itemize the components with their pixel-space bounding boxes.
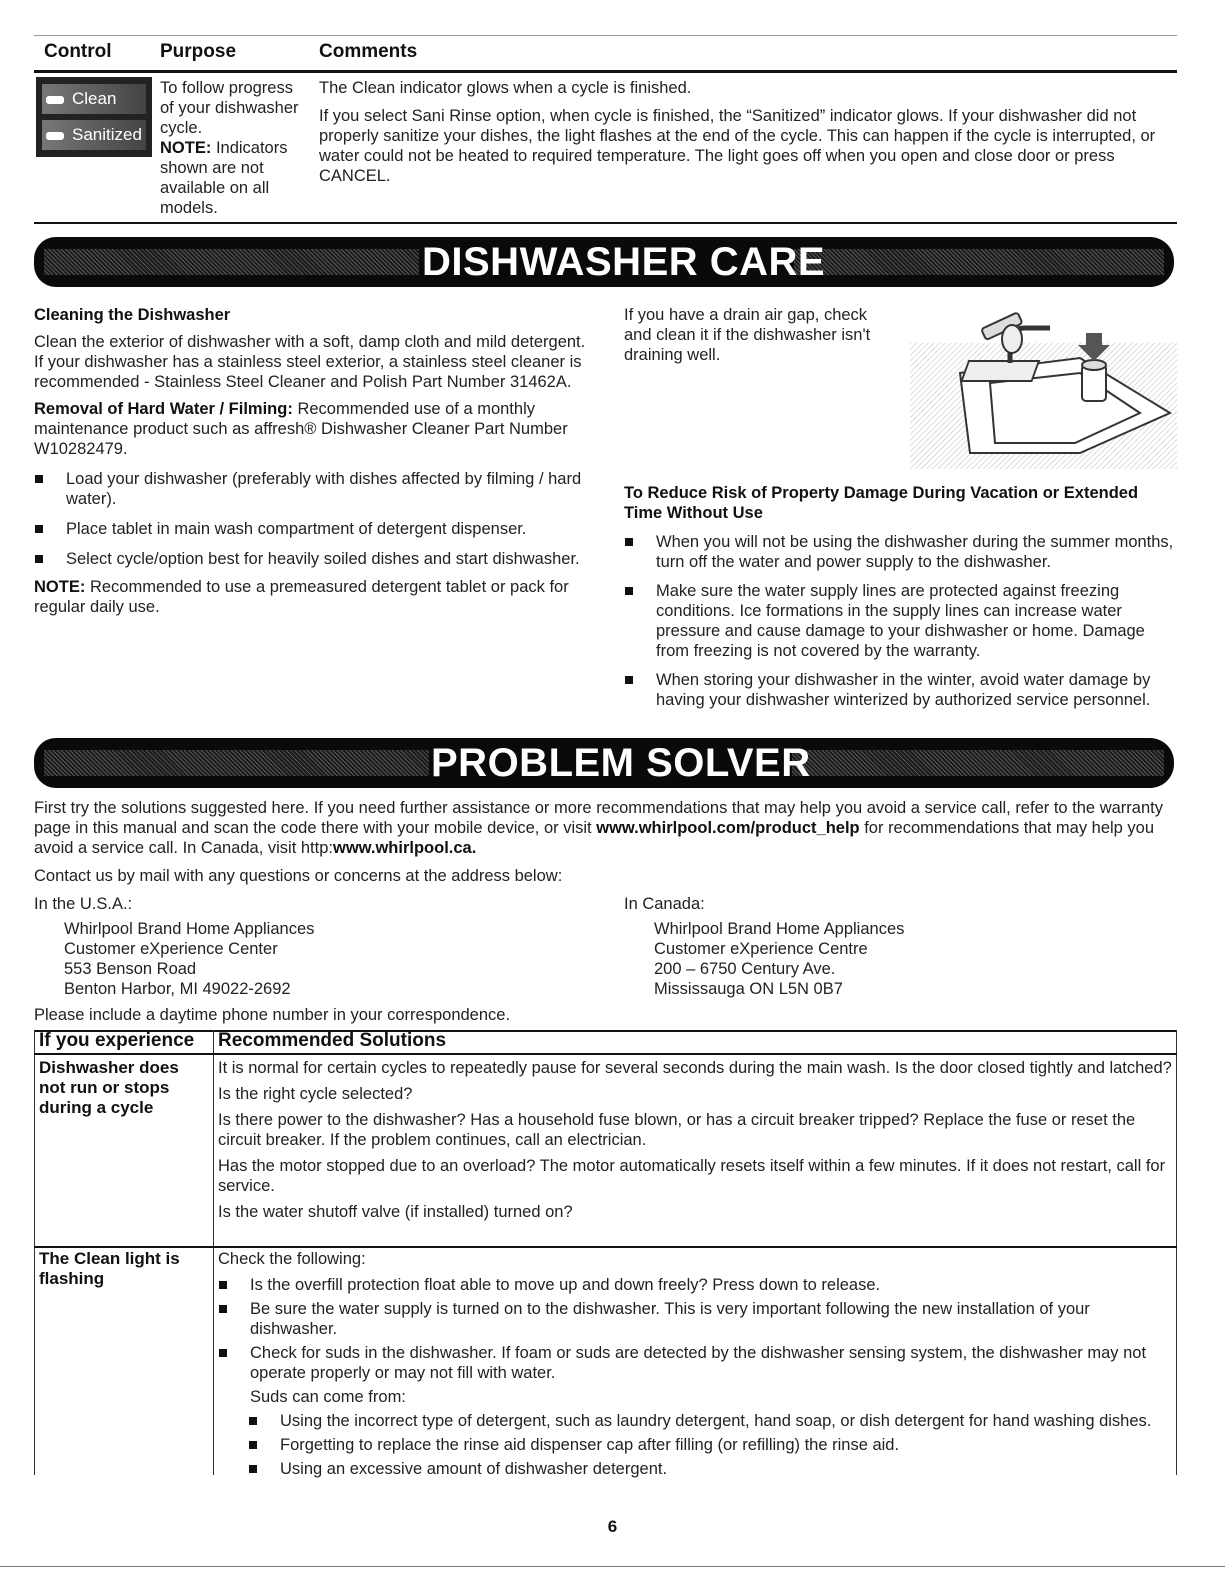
solutions-clean-light-flashing: Check the following: Is the overfill protection float able to move up and down freely? Press down to release. Be sure the water supply is turned on to the dishwasher. This is very important following the new installation of your dishwasher. Check for suds in the dishwasher. If foam or suds are detected by the dishwasher sensing system, the dishwasher may not operate properly or may not fill with water. Suds can come from: Using the incorrect type of detergent, such as laundry detergent, hand soap, or dish detergent for hand washing dishes. Forgetting to replace the rinse aid dispenser cap after filling (or refilling) the rinse aid. Using an excessive amount of dishwasher detergent.	[218, 1249, 1173, 1483]
clean-indicator: Clean	[42, 84, 146, 114]
list-item: Using an excessive amount of dishwasher detergent.	[248, 1459, 1173, 1479]
list-item: When storing your dishwasher in the winter, avoid water damage by having your dishwasher winterized by authorized service personnel.	[624, 670, 1177, 710]
problem-solver-banner	[34, 738, 1174, 788]
problem-solver-title: PROBLEM SOLVER	[431, 741, 811, 785]
dishwasher-care-banner	[34, 237, 1174, 287]
cleaning-heading: Cleaning the Dishwasher	[34, 306, 231, 324]
problem-table-header-rule	[34, 1053, 1177, 1055]
ca-address: In Canada: Whirlpool Brand Home Appliances Customer eXperience Centre 200 – 6750 Century Ave. Mississauga ON L5N 0B7	[624, 895, 905, 998]
whirlpool-ca-link[interactable]: www.whirlpool.ca.	[332, 839, 477, 857]
whirlpool-help-link[interactable]: www.whirlpool.com/product_help	[596, 819, 860, 837]
table-row-rule	[34, 1246, 1177, 1248]
purpose-cell: To follow progress of your dishwasher cycle. NOTE: Indicators shown are not available on all models.	[160, 79, 299, 217]
issue-clean-light-flashing: The Clean light is flashing	[39, 1249, 180, 1288]
vacation-heading: To Reduce Risk of Property Damage During Vacation or Extended Time Without Use	[624, 484, 1139, 522]
hard-water-paragraph: Removal of Hard Water / Filming: Recommended use of a monthly maintenance product such as affresh® Dishwasher Cleaner Part Number W10282479.	[34, 400, 568, 458]
problem-table-top-rule	[34, 1030, 1177, 1032]
comments-cell: The Clean indicator glows when a cycle is finished. If you select Sani Rinse option, when cycle is finished, the “Sanitized” indicator glows. If your dishwasher did not properly sanitize your dishes, the light flashes at the end of the cycle. This can happen if the cycle is interrupted, or water could not be heated to required temperature. The light goes off when you open and close door or press CANCEL.	[319, 79, 1156, 185]
list-item: Make sure the water supply lines are protected against freezing conditions. Ice formations in the supply lines can increase water pressure and cause damage to your dishwasher or home. Damage from freezing is not covered by the warranty.	[624, 581, 1177, 661]
footer-rule	[0, 1566, 1225, 1567]
list-item: Be sure the water supply is turned on to the dishwasher. This is very important following the new installation of your dishwasher.	[218, 1299, 1173, 1339]
purpose-header: Purpose	[160, 41, 237, 62]
solutions-does-not-run: It is normal for certain cycles to repeatedly pause for several seconds during the main wash. Is the door closed tightly and latched? Is the right cycle selected? Is there power to the dishwasher? Has a household fuse blown, or has a circuit breaker tripped? Replace the fuse or reset the circuit breaker. If the problem continues, call an electrician. Has the motor stopped due to an overload? The motor automatically resets itself within a few minutes. If it does not restart, call for service. Is the water shutoff valve (if installed) turned on?	[218, 1059, 1172, 1221]
table-bottom-rule	[34, 222, 1177, 224]
issue-does-not-run: Dishwasher does not run or stops during a cycle	[39, 1058, 179, 1117]
led-icon	[46, 96, 64, 104]
list-item: Select cycle/option best for heavily soiled dishes and start dishwasher.	[34, 549, 594, 569]
us-address: In the U.S.A.: Whirlpool Brand Home Appliances Customer eXperience Center 553 Benson Road Benton Harbor, MI 49022-2692	[34, 895, 315, 998]
vacation-section	[624, 483, 1177, 710]
list-item: Is the overfill protection float able to move up and down freely? Press down to release.	[218, 1275, 1173, 1295]
air-gap-text: If you have a drain air gap, check and clean it if the dishwasher isn't draining well.	[624, 306, 871, 364]
dishwasher-care-title: DISHWASHER CARE	[422, 240, 826, 284]
note-paragraph: NOTE: Recommended to use a premeasured detergent tablet or pack for regular daily use.	[34, 578, 569, 616]
list-item: When you will not be using the dishwasher during the summer months, turn off the water and power supply to the dishwasher.	[624, 532, 1177, 572]
contact-text: Contact us by mail with any questions or concerns at the address below:	[34, 867, 563, 885]
cleaning-text: Clean the exterior of dishwasher with a soft, damp cloth and mild detergent. If your dishwasher has a stainless steel exterior, a stainless steel cleaner is recommended - Stainless Steel Cleaner and Polish Part Number 31462A.	[34, 333, 586, 391]
list-item: Place tablet in main wash compartment of detergent dispenser.	[34, 519, 594, 539]
intro-paragraph: First try the solutions suggested here. If you need further assistance or more recommendations that may help you avoid a service call, refer to the warranty page in this manual and scan the code there with your mobile device, or visit www.whirlpool.com/product_help for recommendations that may help you avoid a service call. In Canada, visit http:www.whirlpool.ca.	[34, 799, 1163, 857]
if-you-experience-header: If you experience	[39, 1030, 195, 1051]
list-item: Check for suds in the dishwasher. If foam or suds are detected by the dishwasher sensing system, the dishwasher may not operate properly or may not fill with water.	[218, 1343, 1173, 1383]
comments-header: Comments	[319, 41, 418, 62]
list-item: Forgetting to replace the rinse aid dispenser cap after filling (or refilling) the rinse aid.	[248, 1435, 1173, 1455]
sink-air-gap-illustration	[900, 303, 1177, 469]
sanitized-indicator: Sanitized	[42, 120, 146, 150]
page-number: 6	[607, 1517, 618, 1536]
recommended-solutions-header: Recommended Solutions	[218, 1030, 447, 1051]
indicator-panel-image	[36, 77, 152, 157]
control-header: Control	[44, 41, 112, 62]
phone-note: Please include a daytime phone number in your correspondence.	[34, 1006, 511, 1024]
table-top-rule	[34, 35, 1177, 36]
list-item: Load your dishwasher (preferably with dishes affected by filming / hard water).	[34, 469, 594, 509]
cleaning-section	[34, 305, 594, 617]
led-icon	[46, 132, 64, 140]
table-header-rule	[34, 70, 1177, 73]
list-item: Using the incorrect type of detergent, such as laundry detergent, hand soap, or dish detergent for hand washing dishes.	[248, 1411, 1173, 1431]
